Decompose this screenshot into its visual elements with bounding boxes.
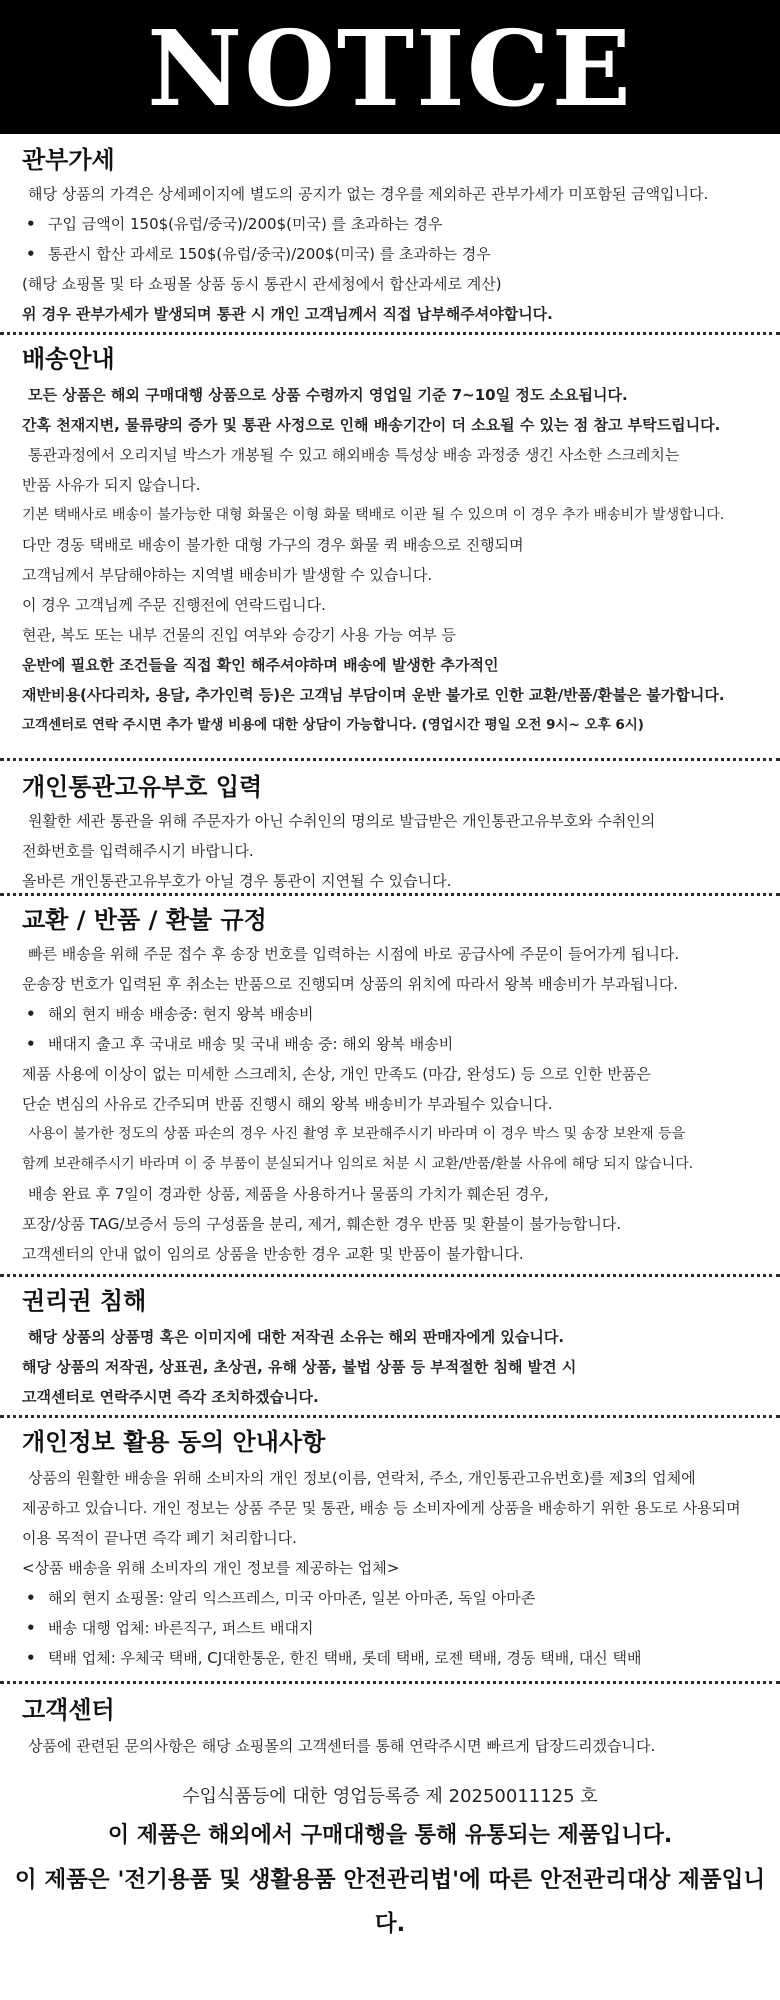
text-line: 고객센터로 연락주시면 즉각 조치하겠습니다. xyxy=(22,1387,319,1406)
text-line: 운반에 필요한 조건들을 직접 확인 해주셔야하며 배송에 발생한 추가적인 xyxy=(22,655,499,674)
bullet-item: • 해외 현지 쇼핑몰: 알리 익스프레스, 미국 아마존, 일본 아마존, 독일 아마존 xyxy=(22,1583,766,1613)
section-customs xyxy=(0,134,780,332)
text-line: 해당 상품의 저작권, 상표권, 초상권, 유해 상품, 불법 상품 등 부적절한 침해 발견 시 xyxy=(22,1357,577,1376)
section-customer-center xyxy=(0,1684,780,1774)
text-line: <상품 배송을 위해 소비자의 개인 정보를 제공하는 업체> xyxy=(22,1558,400,1577)
text-line: 이 경우 고객님께 주문 진행전에 연락드립니다. xyxy=(22,595,326,614)
text-line: 원활한 세관 통관을 위해 주문자가 아닌 수취인의 명의로 발급받은 개인통관고유부호와 수취인의 xyxy=(28,811,656,830)
text-line: 사용이 불가한 정도의 상품 파손의 경우 사진 촬영 후 보관해주시기 바라며 이 경우 박스 및 송장 보완재 등을 xyxy=(28,1125,686,1142)
section-copyright xyxy=(0,1277,780,1415)
banner-title: NOTICE xyxy=(147,7,633,130)
text-line: 고객님께서 부담해야하는 지역별 배송비가 발생할 수 있습니다. xyxy=(22,565,433,584)
text-line: 단순 변심의 사유로 간주되며 반품 진행시 해외 왕복 배송비가 부과될수 있습니다. xyxy=(22,1094,553,1113)
bullet-item: • 통관시 합산 과세로 150$(유럽/중국)/200$(미국) 를 초과하는 경우 xyxy=(22,239,766,269)
text-line: 고객센터의 안내 없이 임의로 상품을 반송한 경우 교환 및 반품이 불가합니다. xyxy=(22,1244,524,1263)
text-line: 모든 상품은 해외 구매대행 상품으로 상품 수령까지 영업일 기준 7~10일 정도 소요됩니다. xyxy=(28,385,628,404)
bullet-item: • 구입 금액이 150$(유럽/중국)/200$(미국) 를 초과하는 경우 xyxy=(22,209,766,239)
text-line: 빠른 배송을 위해 주문 접수 후 송장 번호를 입력하는 시점에 바로 공급사에 주문이 들어가게 됩니다. xyxy=(28,944,680,963)
safety-notice: 이 제품은 '전기용품 및 생활용품 안전관리법'에 따른 안전관리대상 제품입니다. xyxy=(14,1867,766,1937)
bullet-item: • 택배 업체: 우체국 택배, CJ대한통운, 한진 택배, 롯데 택배, 로젠 택배, 경동 택배, 대신 택배 xyxy=(22,1643,766,1673)
section-title: 배송안내 xyxy=(22,345,115,373)
text-line: 제품 사용에 이상이 없는 미세한 스크레치, 손상, 개인 만족도 (마감, 완성도) 등 으로 인한 반품은 xyxy=(22,1064,651,1083)
section-title: 개인통관고유부호 입력 xyxy=(22,773,263,801)
text-line: (해당 쇼핑몰 및 타 쇼핑몰 상품 동시 통관시 관세청에서 합산과세로 계산) xyxy=(22,274,502,293)
text-line: 이용 목적이 끝나면 즉각 폐기 처리합니다. xyxy=(22,1528,297,1547)
text-line: 상품에 관련된 문의사항은 해당 쇼핑몰의 고객센터를 통해 연락주시면 빠르게 답장드리겠습니다. xyxy=(28,1736,656,1755)
text-line: 전화번호를 입력해주시기 바랍니다. xyxy=(22,841,254,860)
text-line: 다만 경동 택배로 배송이 불가한 대형 가구의 경우 화물 퀵 배송으로 진행되며 xyxy=(22,535,524,554)
text-line: 해당 상품의 가격은 상세페이지에 별도의 공지가 없는 경우를 제외하곤 관부가세가 미포함된 금액입니다. xyxy=(28,184,709,203)
text-line: 간혹 천재지변, 물류량의 증가 및 통관 사정으로 인해 배송기간이 더 소요될 수 있는 점 참고 부탁드립니다. xyxy=(22,415,721,434)
text-line: 포장/상품 TAG/보증서 등의 구성품을 분리, 제거, 훼손한 경우 반품 및 환불이 불가능합니다. xyxy=(22,1214,622,1233)
section-title: 교환 / 반품 / 환불 규정 xyxy=(22,906,267,934)
section-title: 권리권 침해 xyxy=(22,1287,147,1315)
text-line: 올바른 개인통관고유부호가 아닐 경우 통관이 지연될 수 있습니다. xyxy=(22,871,452,890)
text-line: 고객센터로 연락 주시면 추가 발생 비용에 대한 상담이 가능합니다. (영업시간 평일 오전 9시~ 오후 6시) xyxy=(22,716,644,733)
footer-notices xyxy=(0,1774,780,1946)
text-line: 운송장 번호가 입력된 후 취소는 반품으로 진행되며 상품의 위치에 따라서 왕복 배송비가 부과됩니다. xyxy=(22,974,679,993)
text-line: 제공하고 있습니다. 개인 정보는 상품 주문 및 통관, 배송 등 소비자에게 상품을 배송하기 위한 용도로 사용되며 xyxy=(22,1498,741,1517)
text-line: 통관과정에서 오리지널 박스가 개봉될 수 있고 해외배송 특성상 배송 과정중 생긴 사소한 스크레치는 xyxy=(28,445,680,464)
purchase-agency-notice: 이 제품은 해외에서 구매대행을 통해 유통되는 제품입니다. xyxy=(107,1823,673,1848)
text-line: 위 경우 관부가세가 발생되며 통관 시 개인 고객님께서 직접 납부해주셔야합니다. xyxy=(22,304,553,323)
section-privacy xyxy=(0,1418,780,1681)
section-pccc xyxy=(0,761,780,893)
text-line: 함께 보관해주시기 바라며 이 중 부품이 분실되거나 임의로 처분 시 교환/반품/환불 사유에 해당 되지 않습니다. xyxy=(22,1155,694,1172)
bullet-item: • 해외 현지 배송 배송중: 현지 왕복 배송비 xyxy=(22,999,766,1029)
text-line: 현관, 복도 또는 내부 건물의 진입 여부와 승강기 사용 가능 여부 등 xyxy=(22,625,456,644)
bullet-item: • 배송 대행 업체: 바른직구, 퍼스트 배대지 xyxy=(22,1613,766,1643)
section-title: 관부가세 xyxy=(22,146,115,174)
section-returns xyxy=(0,896,780,1274)
section-title: 고객센터 xyxy=(22,1696,115,1724)
text-line: 상품의 원활한 배송을 위해 소비자의 개인 정보(이름, 연락처, 주소, 개인통관고유번호)를 제3의 업체에 xyxy=(28,1468,696,1487)
section-shipping xyxy=(0,335,780,758)
notice-banner xyxy=(0,0,780,134)
section-title: 개인정보 활용 동의 안내사항 xyxy=(22,1428,326,1456)
bullet-item: • 배대지 출고 후 국내로 배송 및 국내 배송 중: 해외 왕복 배송비 xyxy=(22,1029,766,1059)
text-line: 재반비용(사다리차, 용달, 추가인력 등)은 고객님 부담이며 운반 불가로 인한 교환/반품/환불은 불가합니다. xyxy=(22,685,725,704)
text-line: 기본 택배사로 배송이 불가능한 대형 화물은 이형 화물 택배로 이관 될 수 있으며 이 경우 추가 배송비가 발생합니다. xyxy=(22,506,725,523)
text-line: 반품 사유가 되지 않습니다. xyxy=(22,475,201,494)
text-line: 배송 완료 후 7일이 경과한 상품, 제품을 사용하거나 물품의 가치가 훼손된 경우, xyxy=(28,1184,549,1203)
registration-notice: 수입식품등에 대한 영업등록증 제 20250011125 호 xyxy=(182,1786,598,1807)
text-line: 해당 상품의 상품명 혹은 이미지에 대한 저작권 소유는 해외 판매자에게 있습니다. xyxy=(28,1327,565,1346)
